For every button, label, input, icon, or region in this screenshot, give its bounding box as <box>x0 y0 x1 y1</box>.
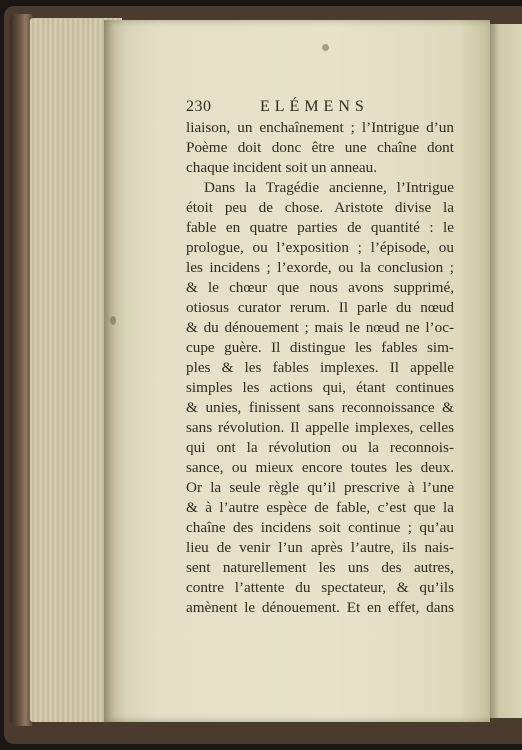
running-title: ELÉMENS <box>260 98 369 115</box>
text-line: lieu de venir l’un après l’autre, ils nais- <box>186 539 454 556</box>
text-line: contre l’attente du spectateur, & qu’ils <box>186 579 454 596</box>
text-line: sent naturellement les uns des autres, <box>186 559 454 576</box>
text-line: & du dénouement ; mais le nœud ne l’oc- <box>186 319 454 336</box>
text-line: cupe guère. Il distingue les fables sim- <box>186 339 454 356</box>
page-number: 230 <box>186 98 212 115</box>
text-line: sance, ou mieux encore toutes les deux. <box>186 459 454 476</box>
text-line: fable en quatre parties de quantité : le <box>186 219 454 236</box>
foxing-spot <box>322 44 329 51</box>
text-line: Poème doit donc être une chaîne dont <box>186 139 454 156</box>
text-line: les incidens ; l’exorde, ou la conclusion ; <box>186 259 454 276</box>
text-line: & à l’autre espèce de fable, c’est que la <box>186 499 454 516</box>
text-line: qui ont la révolution ou la reconnois- <box>186 439 454 456</box>
text-line: amènent le dénouement. Et en effet, dans <box>186 599 454 616</box>
text-line: prologue, ou l’exposition ; l’épisode, ou <box>186 239 454 256</box>
foxing-spot <box>110 316 116 325</box>
text-line: chaîne des incidens soit continue ; qu’au <box>186 519 454 536</box>
text-line: chaque incident soit un anneau. <box>186 159 378 176</box>
text-line: liaison, un enchaînement ; l’Intrigue d’un <box>186 119 454 136</box>
text-line: ples & les fables implexes. Il appelle <box>186 359 454 376</box>
text-line: Or la seule règle qu’il prescrive à l’une <box>186 479 454 496</box>
text-line: & le chœur que nous avons supprimé, <box>186 279 454 296</box>
text-line: Dans la Tragédie ancienne, l’Intrigue <box>204 179 454 196</box>
text-line: & unies, finissent sans reconnoissance & <box>186 399 454 416</box>
running-header <box>186 98 436 118</box>
text-line: simples les actions qui, étant continues <box>186 379 454 396</box>
facing-page-edge <box>490 24 522 718</box>
text-line: étoit peu de chose. Aristote divise la <box>186 199 454 216</box>
book-spine-edge <box>10 14 32 726</box>
text-line: sans révolution. Il appelle implexes, celles <box>186 419 454 436</box>
text-line: otiosus curator rerum. Il parle du nœud <box>186 299 454 316</box>
